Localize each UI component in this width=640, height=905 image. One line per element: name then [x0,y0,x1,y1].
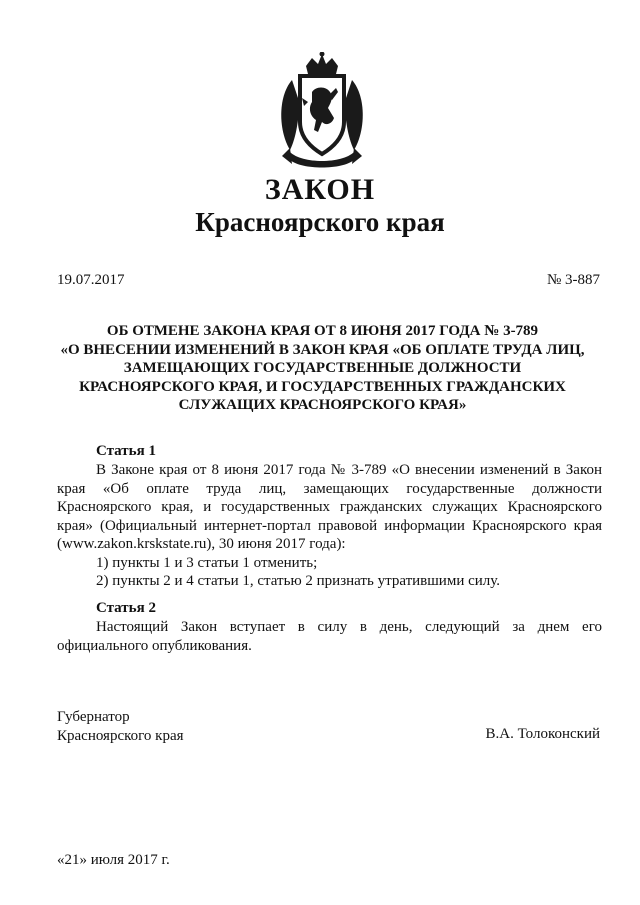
coat-of-arms-emblem [272,52,372,172]
law-heading-line: СЛУЖАЩИХ КРАСНОЯРСКОГО КРАЯ» [178,397,467,413]
article-2-title: Статья 2 [96,600,156,616]
signed-date: «21» июля 2017 г. [57,852,170,868]
article-1-body [57,461,602,591]
law-heading-line: «О ВНЕСЕНИИ ИЗМЕНЕНИЙ В ЗАКОН КРАЯ «ОБ ОПЛАТЕ ТРУДА ЛИЦ, [60,341,585,358]
law-heading [40,322,605,415]
article-2-paragraph: Настоящий Закон вступает в силу в день, следующий за днем его официального опубликования. [57,619,602,654]
law-heading-line: ЗАМЕЩАЮЩИХ ГОСУДАРСТВЕННЫЕ ДОЛЖНОСТИ [123,360,522,376]
document-date: 19.07.2017 [57,272,125,288]
article-1-item-2: 2) пункты 2 и 4 статьи 1, статью 2 признать утратившими силу. [96,573,501,589]
law-heading-line: ОБ ОТМЕНЕ ЗАКОНА КРАЯ ОТ 8 ИЮНЯ 2017 ГОДА № 3-789 [106,323,539,339]
signature-role-line-1: Губернатор [57,709,130,725]
article-1-item-1: 1) пункты 1 и 3 статьи 1 отменить; [96,554,318,571]
article-2-body [57,618,602,655]
article-1-title: Статья 1 [96,443,156,459]
law-heading-line: КРАСНОЯРСКОГО КРАЯ, И ГОСУДАРСТВЕННЫХ ГРАЖДАНСКИХ [79,378,566,395]
article-1-paragraph: В Законе края от 8 июня 2017 года № 3-789 «О внесении изменений в Закон края «Об оплате труда лиц, замещающих государственные должности Красноярского края, и государственных гражданских служащих Красноярского края» (Официальный интернет-портал правовой информации Красноярского края (www.zakon.krskstate.ru), 30 июня 2017 года): [57,462,602,552]
document-number: № 3-887 [546,272,600,288]
signature-role-line-2: Красноярского края [57,727,184,744]
signature-name: В.А. Толоконский [485,726,600,742]
document-subtitle: Красноярского края [195,207,445,237]
signature-role [57,708,184,745]
document-title: ЗАКОН [264,173,376,206]
